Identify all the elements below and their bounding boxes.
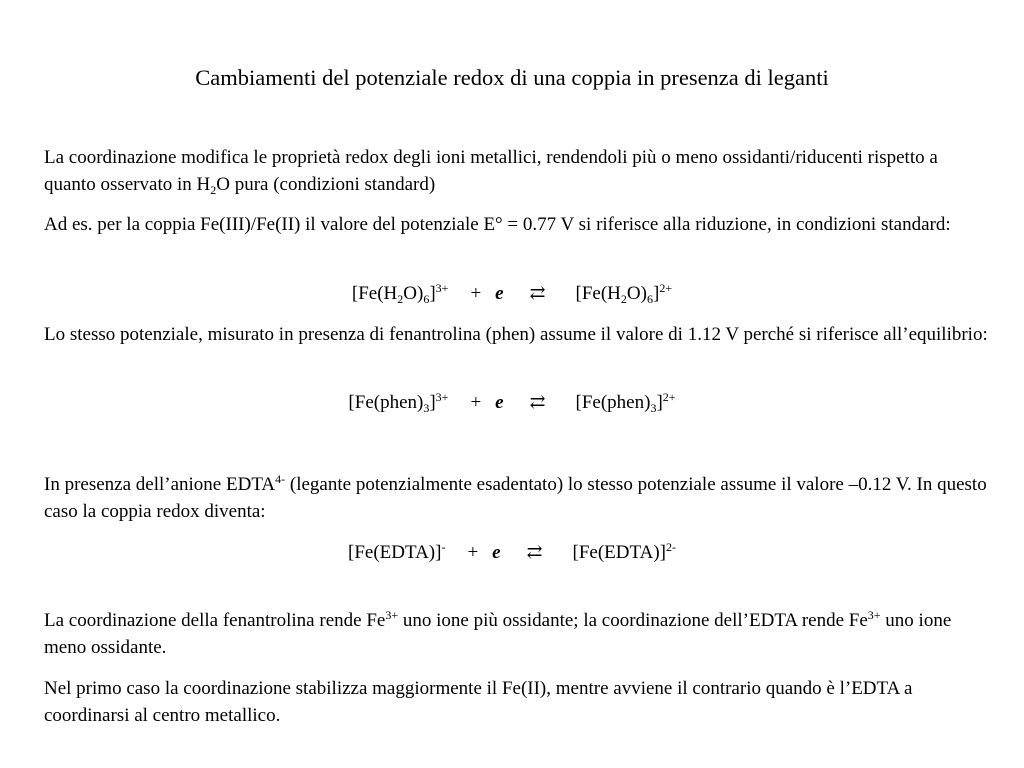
eq-text: [Fe(H — [575, 283, 621, 304]
charge: 2- — [665, 540, 676, 554]
paragraph-phen: Lo stesso potenziale, misurato in presenza di fenantrolina (phen) assume il valore di 1.12 V perché si riferisce all’equilibrio: — [44, 324, 988, 345]
eq-text: [Fe(phen) — [575, 392, 651, 413]
equilibrium-arrow: ⇄ — [529, 392, 546, 413]
eq-text: [Fe(EDTA)] — [348, 542, 442, 563]
subscript: 2 — [620, 292, 627, 306]
charge: - — [441, 540, 446, 554]
equilibrium-arrow: ⇄ — [529, 283, 546, 304]
equation-phen — [0, 390, 1024, 416]
slide-title: Cambiamenti del potenziale redox di una coppia in presenza di leganti — [195, 65, 829, 90]
charge: 4- — [275, 472, 286, 486]
paragraph-edta — [44, 472, 989, 525]
paragraph-text: O pura (condizioni standard) — [216, 173, 436, 195]
subscript: 6 — [423, 292, 430, 306]
eq-text: ] — [429, 392, 436, 413]
subscript: 3 — [423, 401, 430, 415]
plus-sign: + — [470, 283, 482, 304]
charge: 3+ — [385, 608, 399, 622]
electron-symbol: e — [495, 392, 504, 413]
paragraph-coordination — [44, 145, 989, 198]
eq-text: O) — [403, 283, 424, 304]
eq-text: ] — [652, 283, 660, 304]
plus-sign: + — [467, 542, 479, 563]
paragraph-text: uno ione più ossidante; la coordinazione dell’EDTA rende Fe — [398, 610, 868, 631]
eq-text: [Fe(EDTA)] — [572, 542, 666, 563]
paragraph-text: In presenza dell’anione EDTA — [44, 474, 276, 495]
paragraph-fe-couple: Ad es. per la coppia Fe(III)/Fe(II) il valore del potenziale E° = 0.77 V si riferisce alla riduzione, in condizioni standard: — [44, 214, 951, 235]
eq-text: ] — [429, 283, 436, 304]
eq-text: [Fe(H — [351, 283, 398, 304]
paragraph-text: La coordinazione della fenantrolina rende Fe — [44, 610, 386, 631]
charge: 3+ — [867, 608, 881, 622]
eq-text: ] — [656, 392, 663, 413]
charge: 3+ — [435, 390, 449, 404]
charge: 2+ — [659, 281, 673, 295]
subscript: 6 — [646, 292, 653, 306]
paragraph-text: uno ione meno ossidante. — [44, 610, 952, 658]
subscript: 3 — [650, 401, 657, 415]
paragraph-conclusion: Nel primo caso la coordinazione stabilizza maggiormente il Fe(II), mentre avviene il contrario quando è l’EDTA a coordinarsi al centro metallico. — [44, 678, 913, 726]
equilibrium-arrow: ⇄ — [526, 542, 543, 563]
charge: 2+ — [662, 390, 676, 404]
plus-sign: + — [470, 392, 482, 413]
equation-aqua — [0, 281, 1024, 307]
subscript: 2 — [210, 182, 217, 197]
paragraph-text: (legante potenzialmente esadentato) lo stesso potenziale assume il valore –0.12 V. In questo caso la coppia redox diventa: — [44, 474, 987, 522]
paragraph-comparison — [44, 608, 989, 661]
paragraph-text: La coordinazione modifica le proprietà redox degli ioni metallici, rendendoli più o meno ossidanti/riducenti rispetto a quanto osservato in H — [44, 147, 938, 195]
equation-edta — [0, 540, 1024, 566]
subscript: 2 — [397, 292, 404, 306]
electron-symbol: e — [492, 542, 501, 563]
charge: 3+ — [435, 281, 449, 295]
eq-text: O) — [626, 283, 647, 304]
eq-text: [Fe(phen) — [348, 392, 424, 413]
electron-symbol: e — [495, 283, 504, 304]
